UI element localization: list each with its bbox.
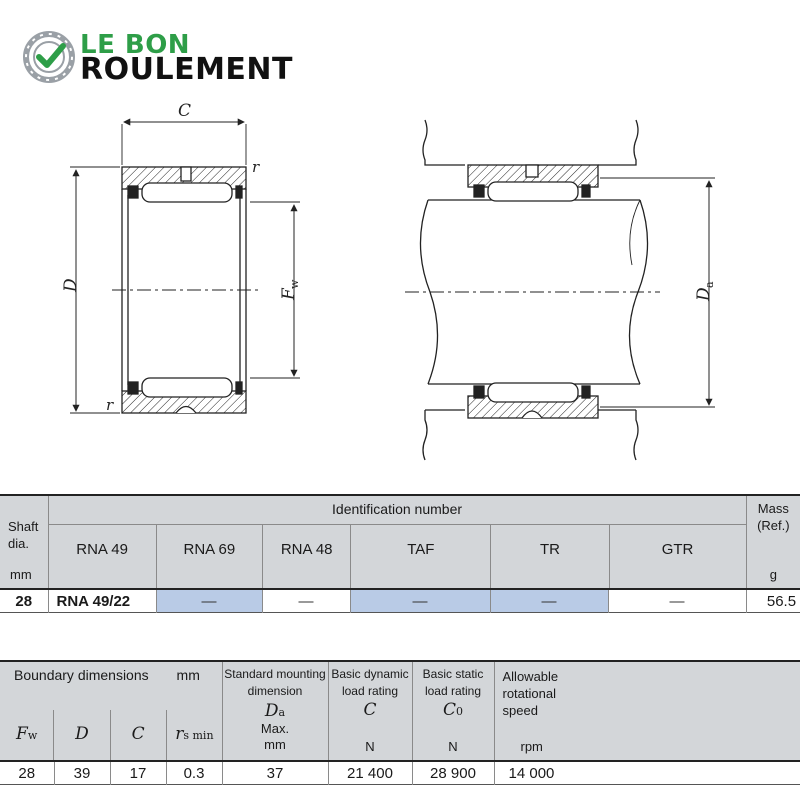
rna49-value: RNA 49/22 [48,589,156,613]
col-fw: Fw [16,724,38,744]
mount-max: Max. [260,721,290,736]
stat-line1: Basic static [422,667,484,681]
da-value: 37 [222,761,328,785]
table-row [0,761,800,785]
label-Fw: F [279,288,299,300]
mass-label: Mass [757,501,789,516]
boundary-unit: mm [176,667,200,683]
label-C: C [178,101,192,121]
brand-line2: ROULEMENT [80,52,293,87]
col-rna48: RNA 48 [262,525,350,589]
table-row [0,589,800,613]
speed-header [494,661,800,761]
label-Fw-sub: w [288,279,301,289]
dyn-line1: Basic dynamic [331,667,409,681]
shaft-value: 28 [0,589,48,613]
c-value: 17 [110,761,166,785]
col-taf: TAF [350,525,490,589]
bearing-check-icon [22,30,76,84]
speed-line3: speed [502,703,538,718]
tr-value: — [490,589,608,613]
dimension-table [0,660,800,785]
rna48-value: — [262,589,350,613]
label-D: D [61,278,81,292]
col-rs: rs min [166,710,222,761]
mount-line2: dimension [247,684,303,698]
d-value: 39 [54,761,110,785]
mass-ref-label: (Ref.) [757,518,790,533]
rs-value: 0.3 [166,761,222,785]
col-rna49: RNA 49 [76,541,128,558]
mount-unit: mm [264,737,286,752]
label-Da-sub: a [703,281,716,288]
stat-unit: N [448,739,458,754]
gtr-value: — [608,589,746,613]
col-tr: TR [490,525,608,589]
mass-unit: g [769,567,777,582]
fw-value: 28 [0,761,54,785]
label-r-bottom: r [106,396,114,414]
brand-logo [22,28,312,86]
identification-title: Identification number [332,501,463,517]
mounting-dimension-header: Standard mounting dimension Da Max. mm [222,661,328,761]
speed-value: 14 000 [494,761,800,785]
dynamic-rating-header [328,661,412,761]
dia-label: dia. [8,536,29,551]
rna69-value: — [156,589,262,613]
dyn-value: 21 400 [328,761,412,785]
col-gtr: GTR [609,525,746,589]
shaft-label: Shaft [8,519,39,534]
col-c: C [110,710,166,761]
static-rating-header: Basic static load rating C0 N [412,661,494,761]
taf-value: — [350,589,490,613]
mass-value: 56.5 [746,589,800,613]
boundary-title: Boundary dimensions [14,667,149,683]
stat-value: 28 900 [412,761,494,785]
identification-group [48,495,746,589]
mass-header [746,495,800,589]
bearing-technical-drawing [0,95,800,490]
dyn-unit: N [365,739,375,754]
mount-symbol: D [264,701,279,721]
boundary-dimensions-header [0,661,222,761]
shaft-unit: mm [10,567,32,582]
col-rna69: RNA 69 [156,525,262,589]
speed-unit: rpm [520,739,543,754]
label-Da: D [694,287,714,301]
bearing-mounting-view [405,120,715,460]
brand-line1: LE BON [80,30,191,60]
identification-columns [49,524,746,589]
label-r-top: r [252,158,260,176]
dyn-symbol: C [363,700,377,720]
mount-line1: Standard mounting [224,667,326,681]
stat-symbol: C [442,700,456,720]
col-d: D [53,710,109,761]
shaft-dia-header [0,495,48,589]
dyn-line2: load rating [341,684,399,698]
stat-line2: load rating [424,684,482,698]
speed-line1: Allowable [502,669,559,684]
bearing-section-view [70,122,300,413]
speed-line2: rotational [502,686,556,701]
identification-table [0,494,800,613]
